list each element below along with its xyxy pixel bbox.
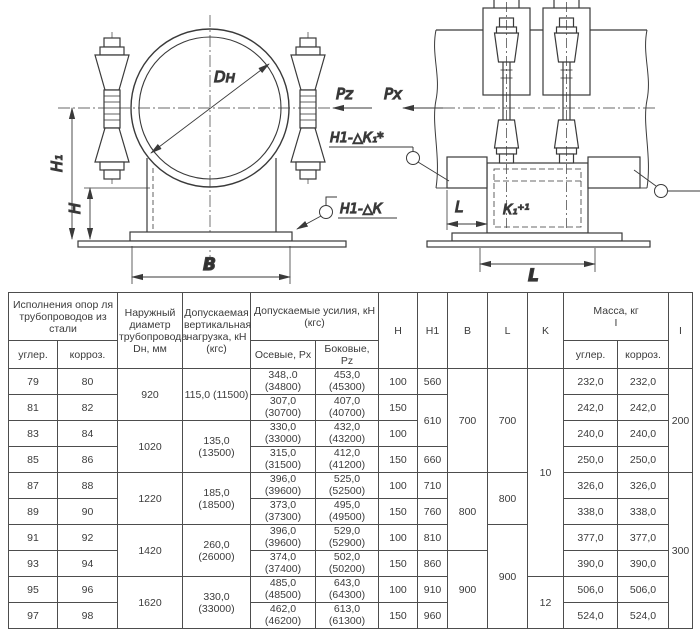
table-cell: 610 bbox=[418, 395, 448, 447]
table-cell: 700 bbox=[448, 369, 488, 473]
table-cell: 84 bbox=[58, 421, 118, 447]
table-cell: 390,0 bbox=[618, 551, 669, 577]
table-row bbox=[9, 421, 693, 447]
table-cell: 920 bbox=[118, 369, 183, 421]
h1-dk-label: Н1-△К bbox=[340, 202, 382, 217]
mass-subtitle: I bbox=[614, 316, 618, 329]
spec-table bbox=[8, 292, 693, 629]
table-cell: 860 bbox=[418, 551, 448, 577]
subheader-axial: Осевые, Px bbox=[251, 341, 316, 369]
table-cell: 87 bbox=[9, 473, 58, 499]
table-cell: 88 bbox=[58, 473, 118, 499]
table-cell: 700 bbox=[488, 369, 528, 473]
table-cell: 529,0 (52900) bbox=[316, 525, 379, 551]
table-cell: 93 bbox=[9, 551, 58, 577]
table-cell: 89 bbox=[9, 499, 58, 525]
table-cell: 86 bbox=[58, 447, 118, 473]
px-label: Px bbox=[384, 85, 402, 103]
col-header-i: I bbox=[669, 293, 693, 369]
table-cell: 560 bbox=[418, 369, 448, 395]
table-cell: 338,0 bbox=[564, 499, 618, 525]
table-row bbox=[9, 577, 693, 603]
col-header-h: H bbox=[379, 293, 418, 369]
table-cell: 307,0 (30700) bbox=[251, 395, 316, 421]
table-cell: 232,0 bbox=[564, 369, 618, 395]
table-cell: 330,0 (33000) bbox=[251, 421, 316, 447]
table-cell: 373,0 (37300) bbox=[251, 499, 316, 525]
table-cell: 710 bbox=[418, 473, 448, 499]
table-cell: 396,0 (39600) bbox=[251, 473, 316, 499]
table-cell: 900 bbox=[448, 551, 488, 629]
table-cell: 242,0 bbox=[564, 395, 618, 421]
table-cell: 462,0 (46200) bbox=[251, 603, 316, 629]
table-cell: 80 bbox=[58, 369, 118, 395]
table-cell: 330,0 (33000) bbox=[183, 577, 251, 629]
table-cell: 495,0 (49500) bbox=[316, 499, 379, 525]
header-row-1 bbox=[9, 293, 693, 341]
table-cell: 200 bbox=[669, 369, 693, 473]
table-cell: 83 bbox=[9, 421, 58, 447]
table-cell: 613,0 (61300) bbox=[316, 603, 379, 629]
table-cell: 240,0 bbox=[564, 421, 618, 447]
col-header-k: K bbox=[528, 293, 564, 369]
table-cell: 412,0 (41200) bbox=[316, 447, 379, 473]
table-cell: 185,0 (18500) bbox=[183, 473, 251, 525]
table-cell: 760 bbox=[418, 499, 448, 525]
table-cell: 10 bbox=[528, 369, 564, 577]
table-cell: 396,0 (39600) bbox=[251, 525, 316, 551]
col-header-ispolneniya: Исполнения опор ля трубопроводов из стали bbox=[9, 293, 118, 341]
table-cell: 150 bbox=[379, 447, 418, 473]
table-cell: 810 bbox=[418, 525, 448, 551]
table-cell: 150 bbox=[379, 395, 418, 421]
b-dim-label: В bbox=[203, 255, 216, 275]
table-cell: 1620 bbox=[118, 577, 183, 629]
table-cell: 506,0 bbox=[564, 577, 618, 603]
table-cell: 326,0 bbox=[564, 473, 618, 499]
h1-dim-label: Н₁ bbox=[48, 154, 66, 172]
table-cell: 94 bbox=[58, 551, 118, 577]
table-cell: 524,0 bbox=[564, 603, 618, 629]
table-cell: 338,0 bbox=[618, 499, 669, 525]
mass-title: Масса, кг bbox=[593, 304, 639, 317]
table-cell: 98 bbox=[58, 603, 118, 629]
table-cell: 12 bbox=[528, 577, 564, 629]
col-header-h1: H1 bbox=[418, 293, 448, 369]
l-small-label: L bbox=[455, 198, 464, 216]
table-cell: 432,0 (43200) bbox=[316, 421, 379, 447]
table-cell: 800 bbox=[448, 473, 488, 551]
table-cell: 96 bbox=[58, 577, 118, 603]
pz-label: Pz bbox=[336, 85, 353, 103]
table-cell: 150 bbox=[379, 603, 418, 629]
table-cell: 250,0 bbox=[564, 447, 618, 473]
table-cell: 660 bbox=[418, 447, 448, 473]
technical-drawing bbox=[0, 0, 700, 290]
table-cell: 240,0 bbox=[618, 421, 669, 447]
l-bottom-label: L bbox=[528, 266, 539, 286]
table-cell: 115,0 (11500) bbox=[183, 369, 251, 421]
table-cell: 82 bbox=[58, 395, 118, 421]
table-cell: 502,0 (50200) bbox=[316, 551, 379, 577]
table-cell: 900 bbox=[488, 525, 528, 629]
table-cell: 348,.0 (34800) bbox=[251, 369, 316, 395]
table-cell: 150 bbox=[379, 551, 418, 577]
table-cell: 374,0 (37400) bbox=[251, 551, 316, 577]
table-cell: 242,0 bbox=[618, 395, 669, 421]
dn-label: Dн bbox=[214, 68, 236, 86]
table-cell: 643,0 (64300) bbox=[316, 577, 379, 603]
table-cell: 390,0 bbox=[564, 551, 618, 577]
col-header-mass bbox=[564, 293, 669, 341]
table-cell: 250,0 bbox=[618, 447, 669, 473]
table-cell: 506,0 bbox=[618, 577, 669, 603]
table-cell: 326,0 bbox=[618, 473, 669, 499]
subheader-mass-korroz: корроз. bbox=[618, 341, 669, 369]
table-row bbox=[9, 473, 693, 499]
table-cell: 1420 bbox=[118, 525, 183, 577]
col-header-l: L bbox=[488, 293, 528, 369]
table-cell: 100 bbox=[379, 473, 418, 499]
table-cell: 100 bbox=[379, 577, 418, 603]
table-cell: 260,0 (26000) bbox=[183, 525, 251, 577]
table-cell: 407,0 (40700) bbox=[316, 395, 379, 421]
table-cell: 90 bbox=[58, 499, 118, 525]
table-cell: 92 bbox=[58, 525, 118, 551]
table-cell: 97 bbox=[9, 603, 58, 629]
table-cell: 485,0 (48500) bbox=[251, 577, 316, 603]
table-cell: 1020 bbox=[118, 421, 183, 473]
subheader-korroz: корроз. bbox=[58, 341, 118, 369]
table-cell: 800 bbox=[488, 473, 528, 525]
table-cell: 910 bbox=[418, 577, 448, 603]
table-cell: 960 bbox=[418, 603, 448, 629]
table-cell: 1220 bbox=[118, 473, 183, 525]
header-row-2 bbox=[9, 341, 693, 369]
table-cell: 100 bbox=[379, 369, 418, 395]
h-dim-label: Н bbox=[66, 202, 84, 214]
table-cell: 377,0 bbox=[618, 525, 669, 551]
table-row bbox=[9, 525, 693, 551]
col-header-b: B bbox=[448, 293, 488, 369]
side-view bbox=[329, 0, 700, 286]
h1-dk1-label: Н1-△К₁* bbox=[330, 131, 384, 146]
table-cell: 100 bbox=[379, 525, 418, 551]
table-cell: 100 bbox=[379, 421, 418, 447]
table-cell: 453,0 (45300) bbox=[316, 369, 379, 395]
k1-label: К₁⁺¹ bbox=[503, 203, 530, 218]
table-row bbox=[9, 499, 693, 525]
table-row bbox=[9, 395, 693, 421]
subheader-ugler: углер. bbox=[9, 341, 58, 369]
table-cell: 79 bbox=[9, 369, 58, 395]
table-row bbox=[9, 369, 693, 395]
subheader-lateral: Боковые, Pz bbox=[316, 341, 379, 369]
table-cell: 525,0 (52500) bbox=[316, 473, 379, 499]
table-row bbox=[9, 603, 693, 629]
table-cell: 300 bbox=[669, 473, 693, 629]
table-cell: 524,0 bbox=[618, 603, 669, 629]
table-cell: 150 bbox=[379, 499, 418, 525]
table-cell: 315,0 (31500) bbox=[251, 447, 316, 473]
table-cell: 85 bbox=[9, 447, 58, 473]
table-cell: 81 bbox=[9, 395, 58, 421]
subheader-mass-ugler: углер. bbox=[564, 341, 618, 369]
table-row bbox=[9, 551, 693, 577]
table-cell: 91 bbox=[9, 525, 58, 551]
front-view bbox=[48, 15, 397, 284]
col-header-load: Допускаемая вертикальная нагрузка, кН (кгс) bbox=[183, 293, 251, 369]
table-cell: 232,0 bbox=[618, 369, 669, 395]
table-cell: 135,0 (13500) bbox=[183, 421, 251, 473]
table-row bbox=[9, 447, 693, 473]
col-header-forces: Допускаемые усилия, кН (кгс) bbox=[251, 293, 379, 341]
table-cell: 377,0 bbox=[564, 525, 618, 551]
table-cell: 95 bbox=[9, 577, 58, 603]
col-header-diameter: Наружный диаметр трубопровода Dн, мм bbox=[118, 293, 183, 369]
